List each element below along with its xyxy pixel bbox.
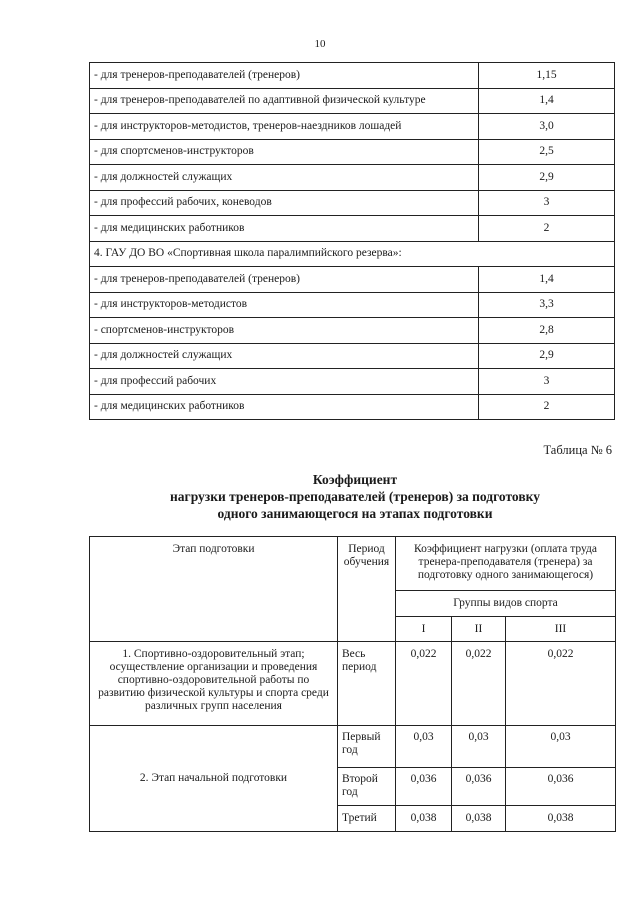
table-title bbox=[100, 471, 610, 522]
header-coefficient: Коэффициент нагрузки (оплата труда тренера-преподавателя (тренера) за подготовку одного занимающегося) bbox=[396, 537, 616, 591]
stage-value-group-2: 0,036 bbox=[452, 768, 506, 806]
stage-name: 2. Этап начальной подготовки bbox=[90, 726, 338, 832]
header-group-1: I bbox=[396, 617, 452, 642]
row-label: - для спортсменов-инструкторов bbox=[90, 139, 479, 165]
row-value: 2,9 bbox=[479, 343, 615, 369]
stage-value-group-3: 0,036 bbox=[506, 768, 616, 806]
header-group-3: III bbox=[506, 617, 616, 642]
row-label: - для должностей служащих bbox=[90, 343, 479, 369]
row-value: 2,5 bbox=[479, 139, 615, 165]
row-value: 3 bbox=[479, 190, 615, 216]
row-label: - для должностей служащих bbox=[90, 165, 479, 191]
header-row bbox=[90, 537, 616, 591]
section-row bbox=[90, 241, 615, 267]
section-heading: 4. ГАУ ДО ВО «Спортивная школа паралимпийского резерва»: bbox=[90, 241, 615, 267]
stage-value-group-2: 0,022 bbox=[452, 642, 506, 726]
row-value: 3,3 bbox=[479, 292, 615, 318]
header-groups: Группы видов спорта bbox=[396, 591, 616, 617]
table-row bbox=[90, 369, 615, 395]
table-caption: Таблица № 6 bbox=[543, 443, 612, 457]
table-row bbox=[90, 726, 616, 768]
row-label: - для тренеров-преподавателей (тренеров) bbox=[90, 63, 479, 89]
table-row bbox=[90, 642, 616, 726]
table-row bbox=[90, 292, 615, 318]
stage-period: Весь период bbox=[338, 642, 396, 726]
table-row bbox=[90, 114, 615, 140]
stage-period: Второй год bbox=[338, 768, 396, 806]
stage-name: 1. Спортивно-оздоровительный этап; осуществление организации и проведения спортивно-оздоровительной работы по развитию физической культуры и спорта среди различных групп населения bbox=[90, 642, 338, 726]
stage-value-group-2: 0,038 bbox=[452, 806, 506, 832]
table-row bbox=[90, 190, 615, 216]
table-row bbox=[90, 139, 615, 165]
stage-period: Первый год bbox=[338, 726, 396, 768]
stage-value-group-1: 0,03 bbox=[396, 726, 452, 768]
page-number: 10 bbox=[314, 38, 326, 50]
row-value: 1,15 bbox=[479, 63, 615, 89]
row-value: 1,4 bbox=[479, 88, 615, 114]
stage-value-group-1: 0,036 bbox=[396, 768, 452, 806]
table-row bbox=[90, 88, 615, 114]
row-label: - для медицинских работников bbox=[90, 394, 479, 420]
stage-value-group-1: 0,038 bbox=[396, 806, 452, 832]
table-row bbox=[90, 165, 615, 191]
title-line-3: одного занимающегося на этапах подготовки bbox=[217, 506, 493, 521]
coefficients-table bbox=[89, 62, 615, 420]
row-value: 2,8 bbox=[479, 318, 615, 344]
header-group-2: II bbox=[452, 617, 506, 642]
title-line-1: Коэффициент bbox=[312, 472, 398, 487]
row-label: - для профессий рабочих bbox=[90, 369, 479, 395]
row-label: - спортсменов-инструкторов bbox=[90, 318, 479, 344]
table-row bbox=[90, 343, 615, 369]
row-label: - для инструкторов-методистов bbox=[90, 292, 479, 318]
row-label: - для профессий рабочих, коневодов bbox=[90, 190, 479, 216]
row-value: 3 bbox=[479, 369, 615, 395]
table-row bbox=[90, 318, 615, 344]
row-value: 2 bbox=[479, 394, 615, 420]
header-period: Период обучения bbox=[338, 537, 396, 642]
row-value: 3,0 bbox=[479, 114, 615, 140]
row-label: - для инструкторов-методистов, тренеров-наездников лошадей bbox=[90, 114, 479, 140]
table-row bbox=[90, 63, 615, 89]
stage-value-group-3: 0,03 bbox=[506, 726, 616, 768]
row-value: 2 bbox=[479, 216, 615, 242]
load-coefficient-table bbox=[89, 536, 616, 832]
row-label: - для тренеров-преподавателей (тренеров) bbox=[90, 267, 479, 293]
row-value: 2,9 bbox=[479, 165, 615, 191]
header-stage: Этап подготовки bbox=[90, 537, 338, 642]
row-label: - для медицинских работников bbox=[90, 216, 479, 242]
stage-value-group-2: 0,03 bbox=[452, 726, 506, 768]
row-label: - для тренеров-преподавателей по адаптивной физической культуре bbox=[90, 88, 479, 114]
table-row bbox=[90, 394, 615, 420]
row-value: 1,4 bbox=[479, 267, 615, 293]
stage-period: Третий bbox=[338, 806, 396, 832]
table-row bbox=[90, 216, 615, 242]
stage-value-group-1: 0,022 bbox=[396, 642, 452, 726]
stage-value-group-3: 0,038 bbox=[506, 806, 616, 832]
title-line-2: нагрузки тренеров-преподавателей (тренеров) за подготовку bbox=[170, 489, 540, 504]
stage-value-group-3: 0,022 bbox=[506, 642, 616, 726]
table-row bbox=[90, 267, 615, 293]
